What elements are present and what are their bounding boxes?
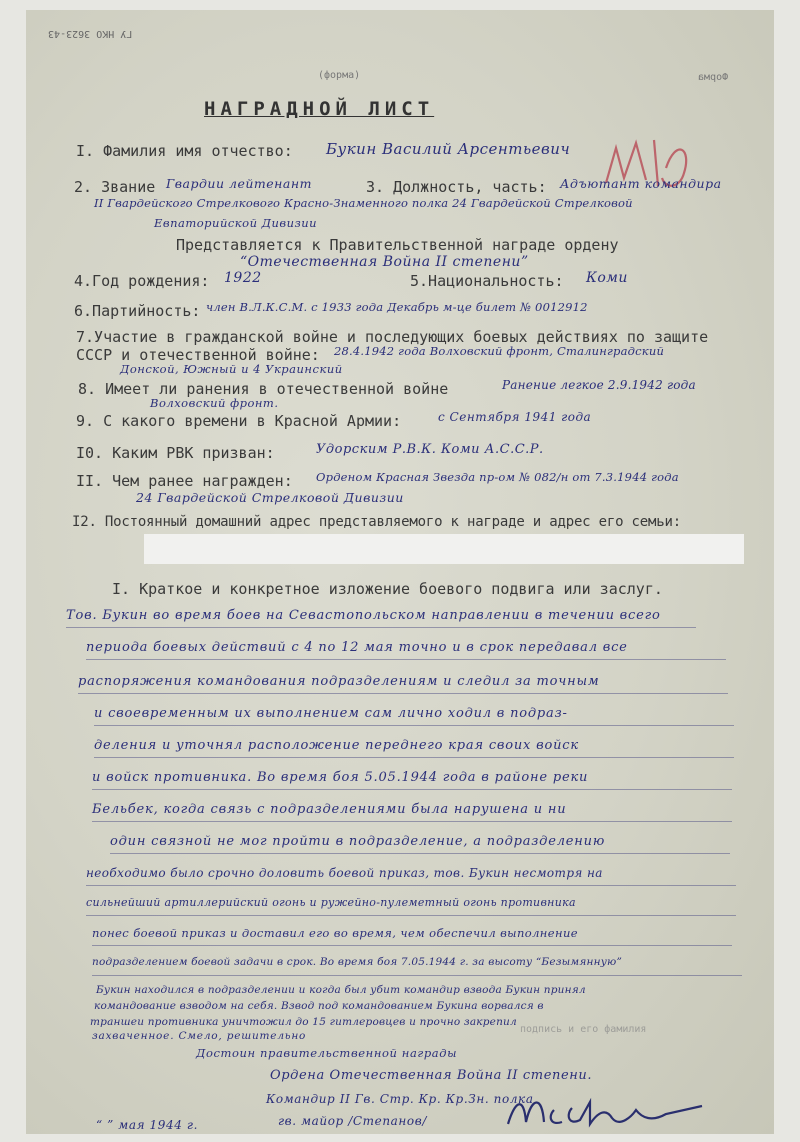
field-3-value-3: Евпаторийской Дивизии: [154, 216, 318, 230]
field-2-label: 2. Звание: [74, 178, 156, 196]
field-6-label: 6.Партийность:: [74, 302, 201, 320]
field-7-label-2: СССР и отечественной войне:: [76, 346, 320, 364]
field-9-value: с Сентября 1941 года: [438, 410, 592, 424]
form-note-right: Форма: [698, 72, 729, 83]
field-8-value-2: Волховский фронт.: [150, 396, 279, 410]
award-sheet: [26, 10, 774, 1134]
merit-line: один связной не мог пройти в подразделение, а подразделению: [110, 834, 606, 849]
field-3-value-2: II Гвардейского Стрелкового Красно-Знаменного полка 24 Гвардейской Стрелковой: [94, 196, 633, 210]
document-title: НАГРАДНОЙ ЛИСТ: [204, 98, 435, 120]
award-value: “Отечественная Война II степени”: [240, 254, 529, 270]
field-10-label: I0. Каким РВК призван:: [76, 444, 275, 462]
merit-line: командование взводом на себя. Взвод под командованием Букина ворвался в: [94, 1000, 544, 1012]
merit-underline: [86, 659, 726, 660]
award-text: Представляется к Правительственной награде ордену: [176, 236, 619, 254]
form-note-center: (форма): [318, 70, 361, 81]
merit-line: захваченное. Смело, решительно: [92, 1030, 307, 1042]
field-7-value-1: 28.4.1942 года Волховский фронт, Сталинградский: [334, 344, 665, 358]
field-4-value: 1922: [224, 270, 262, 286]
field-8-value-1: Ранение легкое 2.9.1942 года: [502, 378, 696, 392]
merit-line: деления и уточнял расположение переднего края своих войск: [94, 738, 579, 753]
merit-underline: [92, 789, 732, 790]
field-12-label: I2. Постоянный домашний адрес представляемого к награде и адрес его семьи:: [72, 514, 681, 530]
commander-name: гв. майор /Степанов/: [278, 1114, 427, 1128]
merit-underline: [92, 945, 732, 946]
merit-underline: [92, 975, 742, 976]
merit-line: траншеи противника уничтожил до 15 гитлеровцев и прочно закрепил: [90, 1016, 517, 1028]
merit-line: и своевременным их выполнением сам лично ходил в подраз-: [94, 706, 568, 721]
field-7-value-2: Донской, Южный и 4 Украинский: [120, 362, 343, 376]
field-5-label: 5.Национальность:: [410, 272, 564, 290]
field-7-label-1: 7.Участие в гражданской войне и последующих боевых действиях по защите: [76, 328, 709, 346]
field-5-value: Коми: [586, 270, 628, 286]
merit-underline: [86, 915, 736, 916]
commander-signature-icon: [502, 1088, 722, 1132]
merit-line: распоряжения командования подразделениям и следил за точным: [78, 674, 600, 689]
field-11-value-1: Орденом Красная Звезда пр-ом № 082/н от 7.3.1944 года: [316, 470, 679, 484]
merit-line: необходимо было срочно доловить боевой приказ, тов. Букин несмотря на: [86, 866, 603, 880]
field-1-label: I. Фамилия имя отчество:: [76, 142, 293, 160]
merit-underline: [92, 821, 732, 822]
field-8-label: 8. Имеет ли ранения в отечественной войне: [78, 380, 449, 398]
commander-title: Командир II Гв. Стр. Кр. Кр.Зн. полка: [266, 1092, 534, 1106]
field-9-label: 9. С какого времени в Красной Армии:: [76, 412, 402, 430]
field-4-label: 4.Год рождения:: [74, 272, 210, 290]
merit-line: понес боевой приказ и доставил его во время, чем обеспечил выполнение: [92, 926, 578, 940]
field-6-value: член В.Л.К.С.М. с 1933 года Декабрь м-це билет № 0012912: [206, 300, 588, 314]
field-11-value-2: 24 Гвардейской Стрелковой Дивизии: [136, 490, 404, 505]
redacted-address: [144, 534, 744, 564]
merit-underline: [94, 725, 734, 726]
field-11-label: II. Чем ранее награжден:: [76, 472, 293, 490]
field-3-value-1: Адъютант командира: [560, 176, 722, 191]
faint-typed-note: подпись и его фамилия: [520, 1024, 647, 1035]
merit-underline: [66, 627, 696, 628]
merit-line: сильнейший артиллерийский огонь и ружейно-пулеметный огонь противника: [86, 896, 576, 909]
recommended-award: Ордена Отечественная Война II степени.: [270, 1068, 593, 1083]
merit-underline: [78, 693, 728, 694]
merit-underline: [94, 757, 734, 758]
field-1-value: Букин Василий Арсентьевич: [326, 140, 571, 158]
merit-line: и войск противника. Во время боя 5.05.1944 года в районе реки: [92, 770, 589, 785]
merit-line: Букин находился в подразделении и когда был убит командир взвода Букин принял: [96, 984, 586, 996]
merit-line: Бельбек, когда связь с подразделениями была нарушена и ни: [92, 802, 567, 817]
conclusion-text: Достоин правительственной награды: [196, 1046, 458, 1060]
sheet-date: “ ” мая 1944 г.: [96, 1118, 198, 1132]
form-code: ГУ НКО 3623-43: [48, 28, 133, 39]
field-3-label: 3. Должность, часть:: [366, 178, 547, 196]
field-2-value: Гвардии лейтенант: [166, 176, 312, 191]
merit-underline: [86, 885, 736, 886]
merit-underline: [110, 853, 730, 854]
field-10-value: Удорским Р.В.К. Коми А.С.С.Р.: [316, 442, 544, 457]
merit-line: Тов. Букин во время боев на Севастопольском направлении в течении всего: [66, 608, 661, 623]
merit-line: подразделением боевой задачи в срок. Во время боя 7.05.1944 г. за высоту “Безымянную”: [92, 956, 623, 968]
merit-line: периода боевых действий с 4 по 12 мая точно и в срок передавал все: [86, 640, 628, 655]
merit-heading: I. Краткое и конкретное изложение боевого подвига или заслуг.: [112, 580, 663, 598]
